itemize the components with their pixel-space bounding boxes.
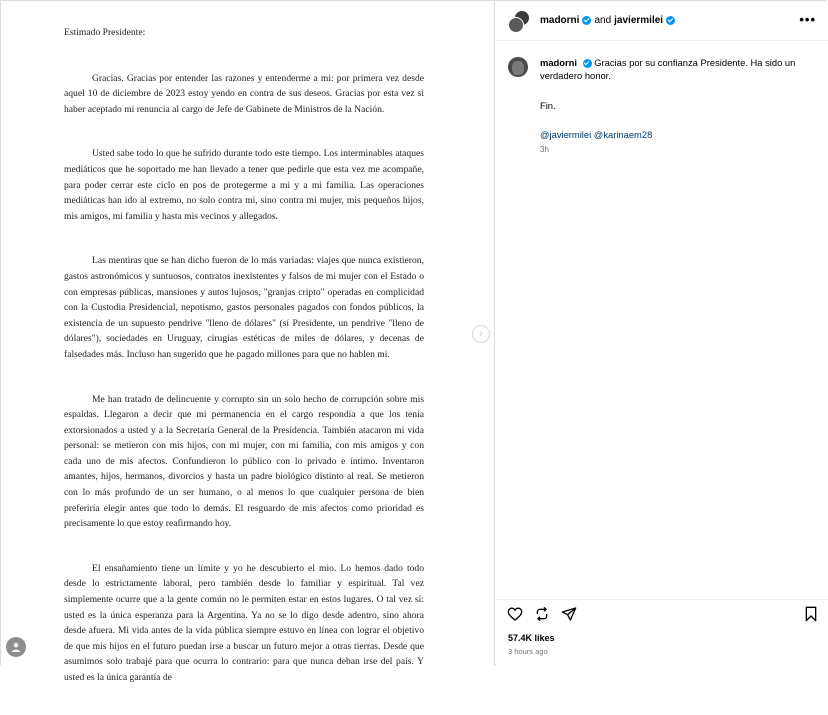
caption-mentions[interactable]: @javiermilei @karinaem28	[540, 128, 653, 140]
user-circle-icon	[10, 641, 22, 653]
repost-icon	[534, 606, 550, 622]
and-label: and	[594, 15, 612, 26]
verified-badge-icon	[666, 16, 675, 25]
caption-body	[540, 57, 800, 157]
caption-time[interactable]: 3h	[540, 145, 549, 154]
avatar	[508, 17, 524, 33]
repost-button[interactable]	[534, 606, 550, 622]
avatar[interactable]	[508, 57, 528, 77]
likes-count[interactable]: 57.4K likes	[508, 633, 555, 643]
post-timestamp[interactable]: 3 hours ago	[508, 647, 548, 656]
letter-paragraph: Me han tratado de delincuente y corrupto sin un solo hecho de corrupción sobre mis espaldas. Llegaron a decir que mi permanencia en el cargo respondía a que los tenía extorsionados a usted y a la Secretaria General de la Presidencia. También atacaron mi vida personal: se metieron con mis hijos, con mi mujer, con mi familia, con mis amigos y con cada uno de mis afectos. Confundieron lo público con lo privado e íntimo. Inventaron amantes, hijos, hermanos, divorcios y hasta un padre biológico distinto al real. Se metieron con lo más profundo de un ser humano, o al menos lo que cualquier persona de bien preferiría elegir antes que todo lo demás. El resguardo de mis afectos como prioridad es precisamente lo que estoy reafirmando hoy.	[64, 393, 424, 530]
action-bar	[496, 599, 828, 627]
send-icon	[561, 606, 577, 622]
bookmark-icon	[803, 606, 819, 622]
verified-badge-icon	[582, 16, 591, 25]
letter-paragraph: Usted sabe todo lo que he sufrido durante todo este tiempo. Los interminables ataques mediáticos que he soportado me han llevado a tener que pedirle que esta vez me acompañe, para poder cerrar este ciclo en pos de protegerme a mi y a mi familia. Las operaciones mediáticas han ido al extremo, no solo contra mi, sino contra mi mujer, mis pequeños hijos, mis amigos, mi familia y hasta mis vecinos y allegados.	[64, 148, 424, 222]
caption-username[interactable]: madorni	[540, 57, 577, 68]
verified-badge-icon	[583, 59, 592, 68]
collab-avatars[interactable]	[508, 10, 528, 32]
letter-paragraph: Las mentiras que se han dicho fueron de lo más variadas: viajes que nunca existieron, gastos astronómicos y suntuosos, contratos inexistentes y falsos de mi mujer con el Estado o con empresas públicas, mansiones y autos lujosos, "granjas cripto" operadas en complicidad con la Custodia Presidencial, nepotismo, gastos personales pagados con fondos públicos, la existencia de un supuesto pendrive "lleno de dólares" (sí Presidente, un pendrive "lleno de dólares"), sociedades en Uruguay, cirugías estéticas de miles de dólares, y decenas de falsedades más. Incluso han sugerido que he pagado millones para que no hablen mi.	[64, 255, 424, 360]
next-image-button[interactable]	[472, 325, 490, 343]
letter-paragraph: Gracias. Gracias por entender las razones y entenderme a mi: por primera vez desde aquel 10 de diciembre de 2023 estoy yendo en contra de sus deseos. Gracias por esta vez si haber aceptado mi renuncia al cargo de Jefe de Gabinete de Ministros de la Nación.	[64, 72, 424, 115]
author-username[interactable]: madorni	[540, 15, 580, 26]
share-button[interactable]	[561, 606, 577, 622]
like-button[interactable]	[507, 606, 523, 622]
post-image	[1, 1, 495, 683]
caption-text: Gracias por su confianza Presidente. Ha sido un verdadero honor.	[540, 57, 796, 81]
letter-document	[64, 25, 424, 715]
coauthor-username[interactable]: javiermilei	[614, 15, 664, 26]
heart-icon	[507, 606, 523, 622]
more-options-button[interactable]	[799, 13, 816, 26]
letter-salutation: Estimado Presidente:	[64, 27, 146, 38]
caption-fin: Fin.	[540, 100, 556, 111]
post-authors	[540, 15, 675, 26]
save-button[interactable]	[803, 606, 819, 622]
tagged-users-button[interactable]	[6, 637, 26, 657]
more-horizontal-icon: •••	[799, 12, 816, 27]
post-header	[496, 1, 828, 41]
letter-paragraph: El ensañamiento tiene un límite y yo he descubierto el mio. Lo hemos dado todo desde lo estrictamente laboral, pero también desde lo familiar y espiritual. Tal vez simplemente ocurre que a la gente común no le permiten estar en estos lugares. O tal vez sí: usted es la única esperanza para la Argentina. Ya no se lo digo desde adentro, sino ahora desde afuera. Mi vida antes de la vida pública siempre estuvo en línea con lograr el objetivo de que mis hijos en el futuro puedan irse a buscar un futuro mejor a otras tierras. Desde que asumimos solo trabajé para que ocurra lo contrario: para que nunca deban irse del país. Y usted es la única garantía de	[64, 562, 424, 683]
chevron-right-icon: ›	[479, 327, 483, 340]
post-sidebar	[496, 1, 828, 666]
